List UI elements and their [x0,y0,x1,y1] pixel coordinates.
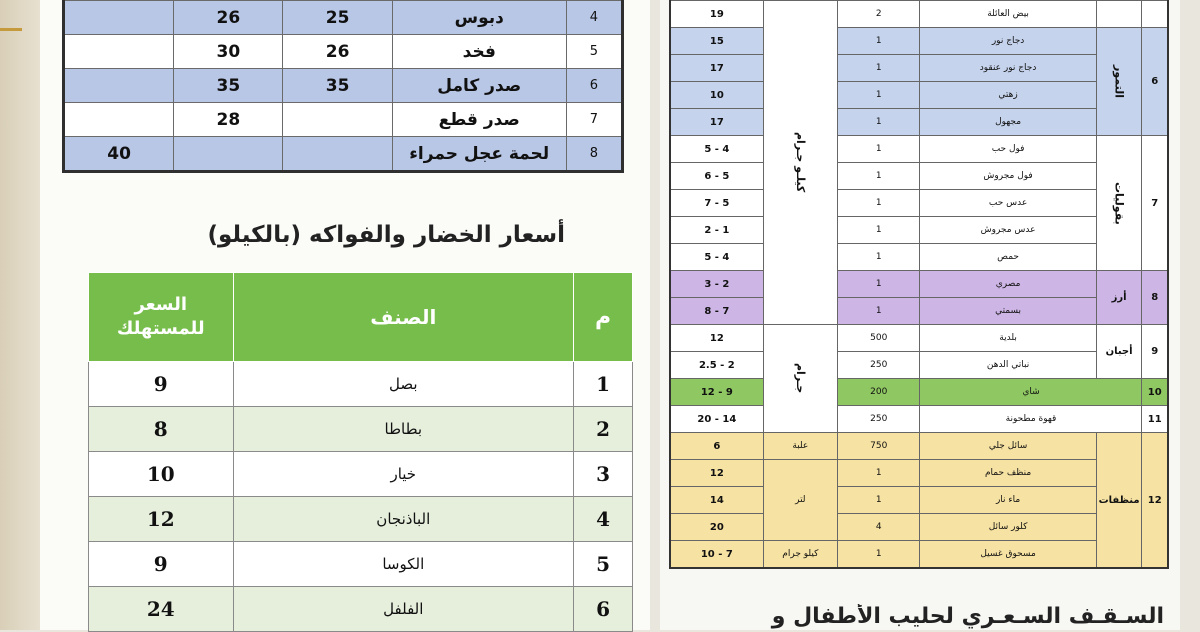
price-cell: 10 [89,452,234,497]
table-row [64,103,623,137]
qty-cell: 1 [838,541,920,569]
category-id: 11 [1142,406,1168,433]
price-cell: 17 [670,109,763,136]
item-name: دبوس [392,1,566,35]
price-cell: 19 [670,1,763,28]
item-name: مجهول [920,109,1096,136]
table-row [670,379,1168,406]
unit-kilo-cell [763,1,837,325]
table-row [89,407,633,452]
header-price-line1: السعر [134,294,188,315]
item-name: صدر قطع [392,103,566,137]
unit-cell: كيلو جرام [763,541,837,569]
table-row [670,136,1168,163]
price-cell: 12 [670,325,763,352]
price-cell: 8 [89,407,234,452]
table-cell [174,137,283,172]
price-cell: 24 [89,587,234,632]
price-cell: 10 [670,82,763,109]
price-cell: 17 [670,55,763,82]
table-cell [64,35,174,69]
item-name: منظف حمام [920,460,1096,487]
price-cell: 9 [89,542,234,587]
table-row [670,244,1168,271]
item-name: شاي [920,379,1142,406]
price-cell: 2.5 - 2 [670,352,763,379]
qty-cell: 1 [838,487,920,514]
item-name: بلدية [920,325,1096,352]
price-ceiling-caption: السـقـف السـعـري لحليب الأطفال و [771,604,1164,629]
table-cell: 35 [283,69,392,103]
qty-cell: 1 [838,28,920,55]
category-cell: أرز [1096,271,1142,325]
table-cell: 35 [174,69,283,103]
qty-cell: 250 [838,352,920,379]
price-cell: 3 - 2 [670,271,763,298]
unit-cell: علبة [763,433,837,460]
row-number: 5 [574,542,633,587]
table-cell [283,103,392,137]
item-name: الكوسا [233,542,574,587]
item-name: صدر كامل [392,69,566,103]
row-number: 1 [574,362,633,407]
table-row [64,137,623,172]
price-cell: 14 [670,487,763,514]
qty-cell: 200 [838,379,920,406]
category-cell: أجبان [1096,325,1142,379]
category-id: 6 [1142,28,1168,136]
table-cell: 30 [174,35,283,69]
row-number: 2 [574,407,633,452]
price-cell: 6 [670,433,763,460]
price-cell: 10 - 7 [670,541,763,569]
category-label: التمور [1112,65,1126,98]
category-id: 12 [1142,433,1168,569]
table-cell: 26 [283,35,392,69]
table-row [670,271,1168,298]
unit-label: كيلـو جـرام [793,132,807,193]
table-row [670,406,1168,433]
item-name: نباتي الدهن [920,352,1096,379]
qty-cell: 1 [838,460,920,487]
item-name: فول حب [920,136,1096,163]
item-name: بسمتي [920,298,1096,325]
qty-cell: 1 [838,82,920,109]
table-row [670,298,1168,325]
item-name: لحمة عجل حمراء [392,137,566,172]
unit-cell: لتر [763,460,837,541]
qty-cell: 1 [838,217,920,244]
item-name: بصل [233,362,574,407]
table-cell: 26 [174,1,283,35]
row-number: 3 [574,452,633,497]
item-name: عدس مجروش [920,217,1096,244]
table-cell [283,137,392,172]
item-name: عدس حب [920,190,1096,217]
item-name: مصري [920,271,1096,298]
header-price [89,273,234,362]
item-name: بيض العائلة [920,1,1096,28]
row-number: 6 [574,587,633,632]
table-row [89,542,633,587]
table-row [670,1,1168,28]
item-name: ماء نار [920,487,1096,514]
table-row [670,514,1168,541]
qty-cell: 1 [838,163,920,190]
table-row [64,1,623,35]
row-number: 8 [566,137,622,172]
price-cell: 5 - 4 [670,244,763,271]
price-cell: 5 - 4 [670,136,763,163]
row-number: 4 [566,1,622,35]
decorative-gold-line [0,28,22,31]
category-cell [1096,1,1142,28]
table-cell [64,103,174,137]
price-cell: 9 [89,362,234,407]
price-cell: 20 [670,514,763,541]
price-cell: 6 - 5 [670,163,763,190]
item-name: مسحوق غسيل [920,541,1096,569]
qty-cell: 1 [838,190,920,217]
category-id: 8 [1142,271,1168,325]
qty-cell: 1 [838,244,920,271]
price-ceiling-table [669,0,1169,569]
table-cell: 28 [174,103,283,137]
table-cell [64,1,174,35]
qty-cell: 500 [838,325,920,352]
header-price-line2: للمستهلك [116,318,205,339]
table-row [670,109,1168,136]
category-id [1142,1,1168,28]
category-label: بقوليات [1112,181,1126,225]
row-number: 6 [566,69,622,103]
table-row [89,362,633,407]
item-name: فخد [392,35,566,69]
qty-cell: 250 [838,406,920,433]
category-id: 7 [1142,136,1168,271]
table-row [89,452,633,497]
price-cell: 8 - 7 [670,298,763,325]
price-cell: 7 - 5 [670,190,763,217]
table-row [670,433,1168,460]
table-row [670,163,1168,190]
table-cell: 25 [283,1,392,35]
qty-cell: 1 [838,298,920,325]
category-cell [1096,28,1142,136]
qty-cell: 1 [838,136,920,163]
item-name: قهوة مطحونة [920,406,1142,433]
table-header-row [89,273,633,362]
table-row [89,497,633,542]
meat-price-table [62,0,624,173]
price-cell: 15 [670,28,763,55]
table-row [670,217,1168,244]
qty-cell: 2 [838,1,920,28]
category-cell [1096,136,1142,271]
table-cell: 40 [64,137,174,172]
category-cell: منظفات [1096,433,1142,569]
qty-cell: 1 [838,55,920,82]
price-cell: 12 [89,497,234,542]
table-row [670,28,1168,55]
table-row [670,82,1168,109]
table-cell [64,69,174,103]
item-name: الفلفل [233,587,574,632]
qty-cell: 4 [838,514,920,541]
price-cell: 12 [670,460,763,487]
table-row [89,587,633,632]
item-name: سائل جلي [920,433,1096,460]
header-item: الصنف [233,273,574,362]
qty-cell: 1 [838,271,920,298]
row-number: 5 [566,35,622,69]
item-name: كلور سائل [920,514,1096,541]
item-name: بطاطا [233,407,574,452]
table-row [670,352,1168,379]
item-name: دجاج نور عنقود [920,55,1096,82]
item-name: دجاج نور [920,28,1096,55]
category-id: 10 [1142,379,1168,406]
item-name: الباذنجان [233,497,574,542]
price-cell: 12 - 9 [670,379,763,406]
row-number: 7 [566,103,622,137]
price-cell: 2 - 1 [670,217,763,244]
price-cell: 20 - 14 [670,406,763,433]
qty-cell: 750 [838,433,920,460]
table-row [670,190,1168,217]
item-name: زهتي [920,82,1096,109]
table-row [670,541,1168,569]
item-name: حمص [920,244,1096,271]
item-name: خيار [233,452,574,497]
row-number: 4 [574,497,633,542]
table-row [64,69,623,103]
table-row [670,325,1168,352]
table-row [670,460,1168,487]
item-name: فول مجروش [920,163,1096,190]
unit-label: جـرام [793,363,807,394]
unit-gram-cell [763,325,837,433]
category-id: 9 [1142,325,1168,379]
table-row [64,35,623,69]
table-row [670,55,1168,82]
qty-cell: 1 [838,109,920,136]
header-number: م [574,273,633,362]
veg-price-table [88,272,633,632]
veg-section-title: أسعار الخضار والفواكه (بالكيلو) [207,222,565,248]
table-row [670,487,1168,514]
